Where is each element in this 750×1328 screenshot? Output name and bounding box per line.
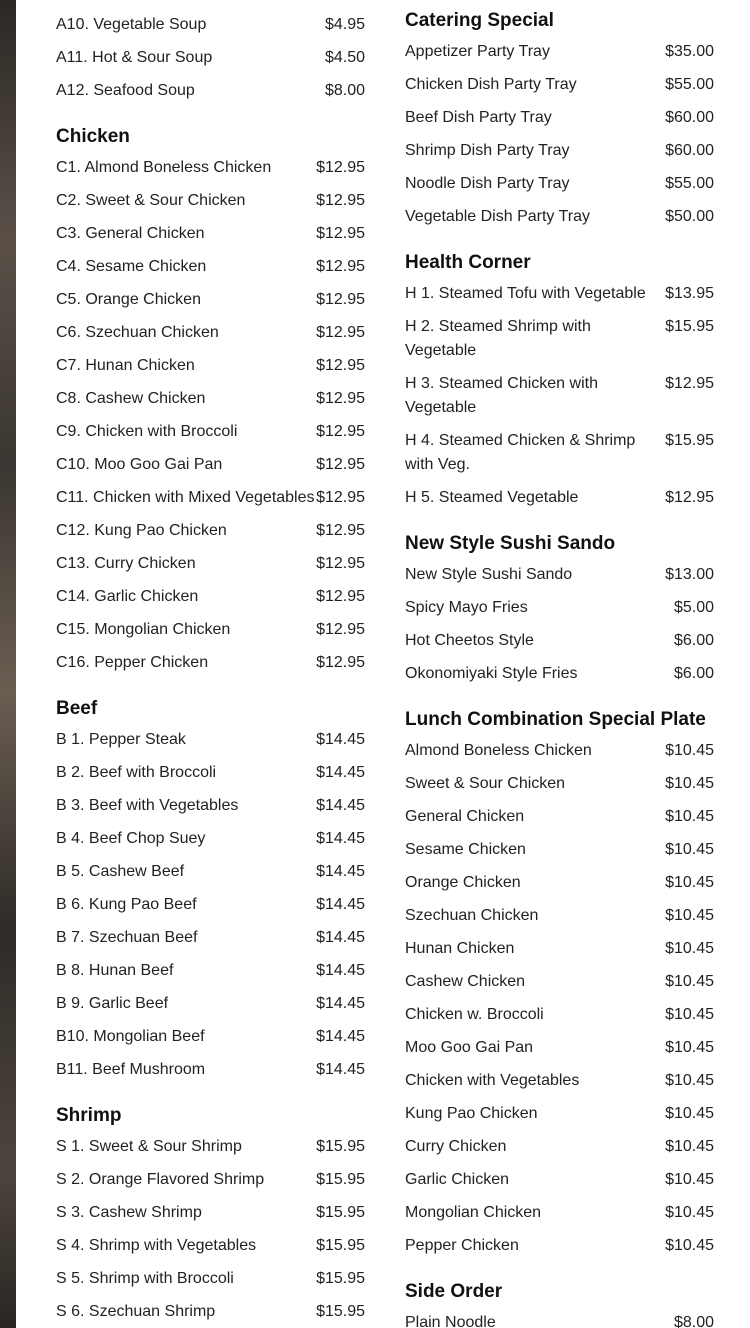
menu-item bbox=[56, 1197, 365, 1230]
menu-item-name: Hot Cheetos Style bbox=[405, 632, 534, 649]
menu-item bbox=[56, 955, 365, 988]
menu-item-price: $10.45 bbox=[665, 1138, 714, 1155]
menu-item-name: B 7. Szechuan Beef bbox=[56, 929, 198, 946]
menu-item bbox=[56, 75, 365, 108]
menu-item-price: $15.95 bbox=[316, 1303, 365, 1320]
menu-item bbox=[405, 559, 714, 592]
menu-item bbox=[56, 284, 365, 317]
menu-item-price: $12.95 bbox=[665, 375, 714, 392]
menu-item-price: $14.45 bbox=[316, 797, 365, 814]
menu-item bbox=[56, 922, 365, 955]
menu-item-name: Szechuan Chicken bbox=[405, 907, 539, 924]
menu-item-price: $6.00 bbox=[673, 632, 714, 649]
menu-item-name: Garlic Chicken bbox=[405, 1171, 510, 1188]
menu-item-name: Vegetable Dish Party Tray bbox=[405, 208, 590, 225]
menu-item-name: Sesame Chicken bbox=[405, 841, 526, 858]
menu-item-price: $12.95 bbox=[316, 225, 365, 242]
menu-item bbox=[56, 988, 365, 1021]
menu-item bbox=[56, 856, 365, 889]
menu-item-name: H 2. Steamed Shrimp with Vegetable bbox=[405, 318, 591, 359]
menu-item bbox=[56, 724, 365, 757]
menu-item-name: Pepper Chicken bbox=[405, 1237, 519, 1254]
menu-item bbox=[56, 218, 365, 251]
menu-item bbox=[56, 757, 365, 790]
menu-item bbox=[56, 0, 365, 9]
menu-item-name: H 3. Steamed Chicken with Vegetable bbox=[405, 375, 598, 416]
menu-item-name: B 6. Kung Pao Beef bbox=[56, 896, 197, 913]
menu-item-name: S 3. Cashew Shrimp bbox=[56, 1204, 202, 1221]
menu-item-price: $12.95 bbox=[316, 357, 365, 374]
menu-item-price: $15.95 bbox=[316, 1237, 365, 1254]
menu-item bbox=[56, 482, 365, 515]
menu-item-name: C1. Almond Boneless Chicken bbox=[56, 159, 272, 176]
menu-item-price: $10.45 bbox=[665, 808, 714, 825]
menu-item-name: C15. Mongolian Chicken bbox=[56, 621, 231, 638]
menu-item-name: A10. Vegetable Soup bbox=[56, 16, 207, 33]
menu-item-name: S 4. Shrimp with Vegetables bbox=[56, 1237, 257, 1254]
menu-item-name: Chicken with Vegetables bbox=[405, 1072, 580, 1089]
menu-item bbox=[405, 867, 714, 900]
menu-item-price: $14.45 bbox=[316, 830, 365, 847]
menu-item bbox=[405, 102, 714, 135]
menu-item-price: $14.45 bbox=[316, 896, 365, 913]
menu-item-name: Chicken w. Broccoli bbox=[405, 1006, 544, 1023]
menu-item-name: B 2. Beef with Broccoli bbox=[56, 764, 217, 781]
menu-item-price: $14.45 bbox=[316, 731, 365, 748]
menu-right-column bbox=[405, 0, 714, 1328]
menu-item-price: $12.95 bbox=[316, 621, 365, 638]
menu-item bbox=[56, 647, 365, 680]
section-title: Catering Special bbox=[405, 10, 554, 31]
menu-item bbox=[405, 1164, 714, 1197]
menu-item bbox=[56, 185, 365, 218]
menu-item-name: S 1. Sweet & Sour Shrimp bbox=[56, 1138, 242, 1155]
menu-section-catering-special bbox=[405, 6, 714, 234]
menu-item bbox=[405, 999, 714, 1032]
menu-item-name bbox=[56, 0, 365, 4]
menu-item-price: $10.45 bbox=[665, 775, 714, 792]
menu-item-name: Cashew Chicken bbox=[405, 973, 526, 990]
menu-item-name: S 2. Orange Flavored Shrimp bbox=[56, 1171, 265, 1188]
menu-item bbox=[56, 1131, 365, 1164]
menu-item-name: Okonomiyaki Style Fries bbox=[405, 665, 578, 682]
menu-item bbox=[56, 614, 365, 647]
menu-item-name: B 1. Pepper Steak bbox=[56, 731, 186, 748]
menu-item-price: $12.95 bbox=[316, 555, 365, 572]
menu-item-price: $8.00 bbox=[673, 1314, 714, 1328]
menu-item-price: $10.45 bbox=[665, 1072, 714, 1089]
menu-item bbox=[405, 735, 714, 768]
menu-item bbox=[56, 251, 365, 284]
section-title: Health Corner bbox=[405, 252, 531, 273]
menu-item-name: S 6. Szechuan Shrimp bbox=[56, 1303, 216, 1320]
menu-item-price: $12.95 bbox=[316, 291, 365, 308]
menu-item bbox=[56, 9, 365, 42]
menu-item-price: $15.95 bbox=[665, 432, 714, 449]
menu-item bbox=[405, 368, 714, 425]
menu-item-name: C3. General Chicken bbox=[56, 225, 205, 242]
menu-item-name: H 1. Steamed Tofu with Vegetable bbox=[405, 285, 646, 302]
menu-item bbox=[56, 42, 365, 75]
menu-item-name: C5. Orange Chicken bbox=[56, 291, 201, 308]
menu-item-name: Spicy Mayo Fries bbox=[405, 599, 528, 616]
menu-item-name: C14. Garlic Chicken bbox=[56, 588, 199, 605]
section-title: Shrimp bbox=[56, 1105, 122, 1126]
menu-item-name: C6. Szechuan Chicken bbox=[56, 324, 219, 341]
menu-item bbox=[405, 834, 714, 867]
menu-item bbox=[405, 1098, 714, 1131]
menu-item-price: $12.95 bbox=[316, 489, 365, 506]
menu-item-name: Orange Chicken bbox=[405, 874, 521, 891]
menu-item-name: B 3. Beef with Vegetables bbox=[56, 797, 239, 814]
menu-item-price: $14.45 bbox=[316, 929, 365, 946]
menu-item-name: S 5. Shrimp with Broccoli bbox=[56, 1270, 234, 1287]
menu-section-chicken bbox=[56, 122, 365, 680]
menu-item bbox=[56, 1164, 365, 1197]
menu-item bbox=[56, 515, 365, 548]
menu-item-price: $10.45 bbox=[665, 1039, 714, 1056]
menu-item bbox=[405, 801, 714, 834]
menu-item bbox=[405, 482, 714, 515]
menu-item bbox=[405, 1131, 714, 1164]
menu-item-name: B 8. Hunan Beef bbox=[56, 962, 174, 979]
menu-item bbox=[405, 1032, 714, 1065]
menu-item-price: $55.00 bbox=[665, 76, 714, 93]
menu-item-price: $14.45 bbox=[316, 962, 365, 979]
menu-item-price: $60.00 bbox=[665, 109, 714, 126]
menu-item bbox=[56, 790, 365, 823]
menu-item bbox=[405, 1065, 714, 1098]
menu-item-price: $14.45 bbox=[316, 863, 365, 880]
menu-item-price: $14.45 bbox=[316, 995, 365, 1012]
menu-item bbox=[405, 201, 714, 234]
menu-item-name: C13. Curry Chicken bbox=[56, 555, 196, 572]
menu-item-name: Almond Boneless Chicken bbox=[405, 742, 592, 759]
menu-item-price: $13.95 bbox=[665, 285, 714, 302]
menu-section-new-style-sushi-sando bbox=[405, 529, 714, 691]
menu-section-beef bbox=[56, 694, 365, 1087]
menu-item-price: $12.95 bbox=[316, 588, 365, 605]
menu-item-name: Plain Noodle bbox=[405, 1314, 496, 1328]
menu-item-name: H 4. Steamed Chicken & Shrimp with Veg. bbox=[405, 432, 636, 473]
menu-item-name: Noodle Dish Party Tray bbox=[405, 175, 570, 192]
menu-item-name: Beef Dish Party Tray bbox=[405, 109, 552, 126]
menu-item bbox=[405, 168, 714, 201]
menu-item-price: $10.45 bbox=[665, 1204, 714, 1221]
menu-item-price: $15.95 bbox=[316, 1204, 365, 1221]
menu-item-name: C12. Kung Pao Chicken bbox=[56, 522, 227, 539]
menu-item bbox=[405, 311, 714, 368]
menu-item-name: C7. Hunan Chicken bbox=[56, 357, 195, 374]
menu-item-price: $10.45 bbox=[665, 1171, 714, 1188]
menu-item bbox=[56, 1054, 365, 1087]
menu-item-name: B 4. Beef Chop Suey bbox=[56, 830, 206, 847]
menu-item-name: Appetizer Party Tray bbox=[405, 43, 550, 60]
section-title: Beef bbox=[56, 698, 98, 719]
menu-item-name: C9. Chicken with Broccoli bbox=[56, 423, 238, 440]
menu-item-price: $15.95 bbox=[665, 318, 714, 335]
menu-item bbox=[405, 768, 714, 801]
menu-section-shrimp bbox=[56, 1101, 365, 1328]
menu-item-price: $10.45 bbox=[665, 874, 714, 891]
menu-item-name: Curry Chicken bbox=[405, 1138, 507, 1155]
menu-item-price: $12.95 bbox=[316, 258, 365, 275]
menu-section-health-corner bbox=[405, 248, 714, 515]
menu-item-price: $6.00 bbox=[673, 665, 714, 682]
menu-item bbox=[405, 1307, 714, 1328]
menu-item bbox=[56, 350, 365, 383]
menu-item bbox=[56, 889, 365, 922]
menu-item-price: $10.45 bbox=[665, 973, 714, 990]
menu-item bbox=[56, 383, 365, 416]
menu-item-name: Shrimp Dish Party Tray bbox=[405, 142, 570, 159]
menu-item-name: Moo Goo Gai Pan bbox=[405, 1039, 534, 1056]
menu-item bbox=[56, 1296, 365, 1328]
menu-item-price: $4.50 bbox=[324, 49, 365, 66]
menu-item-price: $15.95 bbox=[316, 1171, 365, 1188]
menu-item-price: $35.00 bbox=[665, 43, 714, 60]
section-title: New Style Sushi Sando bbox=[405, 533, 616, 554]
menu-item-price: $12.95 bbox=[316, 159, 365, 176]
menu-item bbox=[56, 317, 365, 350]
menu-item bbox=[56, 152, 365, 185]
menu-item-name: B10. Mongolian Beef bbox=[56, 1028, 205, 1045]
menu-item bbox=[56, 581, 365, 614]
menu-item-name: Sweet & Sour Chicken bbox=[405, 775, 566, 792]
menu-item-name: C2. Sweet & Sour Chicken bbox=[56, 192, 246, 209]
menu-item-price: $12.95 bbox=[316, 423, 365, 440]
menu-item-name: C11. Chicken with Mixed Vegetables bbox=[56, 489, 315, 506]
menu-item-price: $55.00 bbox=[665, 175, 714, 192]
menu-item-name: Mongolian Chicken bbox=[405, 1204, 542, 1221]
menu-item bbox=[405, 658, 714, 691]
menu-item-name: Kung Pao Chicken bbox=[405, 1105, 538, 1122]
menu-item bbox=[56, 548, 365, 581]
menu-item-price: $15.95 bbox=[316, 1138, 365, 1155]
menu-item-price: $13.00 bbox=[665, 566, 714, 583]
section-title: Chicken bbox=[56, 126, 130, 147]
menu-section bbox=[56, 0, 365, 108]
menu-item bbox=[405, 933, 714, 966]
menu-item-name: Chicken Dish Party Tray bbox=[405, 76, 577, 93]
menu-item-price: $10.45 bbox=[665, 940, 714, 957]
menu-item bbox=[405, 625, 714, 658]
menu-item-name: C10. Moo Goo Gai Pan bbox=[56, 456, 223, 473]
menu-item-price: $14.45 bbox=[316, 764, 365, 781]
menu-item-name: A11. Hot & Sour Soup bbox=[56, 49, 213, 66]
menu-item bbox=[405, 425, 714, 482]
menu-item-name: B 5. Cashew Beef bbox=[56, 863, 185, 880]
menu-item bbox=[405, 278, 714, 311]
menu-item-name: New Style Sushi Sando bbox=[405, 566, 573, 583]
menu-item bbox=[56, 1021, 365, 1054]
menu-item-price: $12.95 bbox=[316, 390, 365, 407]
menu-item bbox=[405, 900, 714, 933]
menu-item-name: B11. Beef Mushroom bbox=[56, 1061, 206, 1078]
menu-item-name: General Chicken bbox=[405, 808, 525, 825]
menu-item bbox=[56, 1230, 365, 1263]
menu-item-price: $15.95 bbox=[316, 1270, 365, 1287]
menu-item-price: $12.95 bbox=[316, 324, 365, 341]
menu-page[interactable] bbox=[16, 0, 750, 1328]
menu-item-price: $12.95 bbox=[316, 192, 365, 209]
menu-section-lunch-combination-special-plate bbox=[405, 705, 714, 1263]
menu-item-name: Hunan Chicken bbox=[405, 940, 515, 957]
menu-item-price: $10.45 bbox=[665, 907, 714, 924]
menu-item-name: B 9. Garlic Beef bbox=[56, 995, 169, 1012]
menu-item-name: H 5. Steamed Vegetable bbox=[405, 489, 579, 506]
menu-item-price: $12.95 bbox=[316, 522, 365, 539]
menu-item-price: $12.95 bbox=[665, 489, 714, 506]
menu-item-price: $12.95 bbox=[316, 456, 365, 473]
menu-item bbox=[405, 69, 714, 102]
menu-item-price: $10.45 bbox=[665, 1105, 714, 1122]
menu-item bbox=[405, 966, 714, 999]
menu-item-name: C8. Cashew Chicken bbox=[56, 390, 206, 407]
menu-item bbox=[56, 449, 365, 482]
menu-item bbox=[405, 36, 714, 69]
menu-section-side-order bbox=[405, 1277, 714, 1328]
menu-item bbox=[405, 1197, 714, 1230]
menu-item-price: $50.00 bbox=[665, 208, 714, 225]
menu-item-name: C4. Sesame Chicken bbox=[56, 258, 207, 275]
menu-item-price: $4.95 bbox=[324, 16, 365, 33]
menu-item-name: C16. Pepper Chicken bbox=[56, 654, 209, 671]
section-title: Side Order bbox=[405, 1281, 503, 1302]
menu-item-price: $10.45 bbox=[665, 742, 714, 759]
menu-item bbox=[405, 135, 714, 168]
menu-item-price: $5.00 bbox=[673, 599, 714, 616]
menu-item-price: $12.95 bbox=[316, 654, 365, 671]
menu-item-price: $14.45 bbox=[316, 1061, 365, 1078]
menu-item bbox=[405, 592, 714, 625]
menu-item-price: $8.00 bbox=[324, 82, 365, 99]
menu-item bbox=[405, 1230, 714, 1263]
menu-item-price: $14.45 bbox=[316, 1028, 365, 1045]
section-title: Lunch Combination Special Plate bbox=[405, 709, 706, 730]
menu-item-price: $10.45 bbox=[665, 841, 714, 858]
menu-item bbox=[56, 416, 365, 449]
menu-item-price: $10.45 bbox=[665, 1237, 714, 1254]
menu-item-price: $60.00 bbox=[665, 142, 714, 159]
menu-item bbox=[56, 823, 365, 856]
menu-left-column bbox=[56, 0, 365, 1328]
menu-item bbox=[56, 1263, 365, 1296]
menu-item-name: A12. Seafood Soup bbox=[56, 82, 195, 99]
menu-item-price: $10.45 bbox=[665, 1006, 714, 1023]
background-photo-strip bbox=[0, 0, 16, 1328]
